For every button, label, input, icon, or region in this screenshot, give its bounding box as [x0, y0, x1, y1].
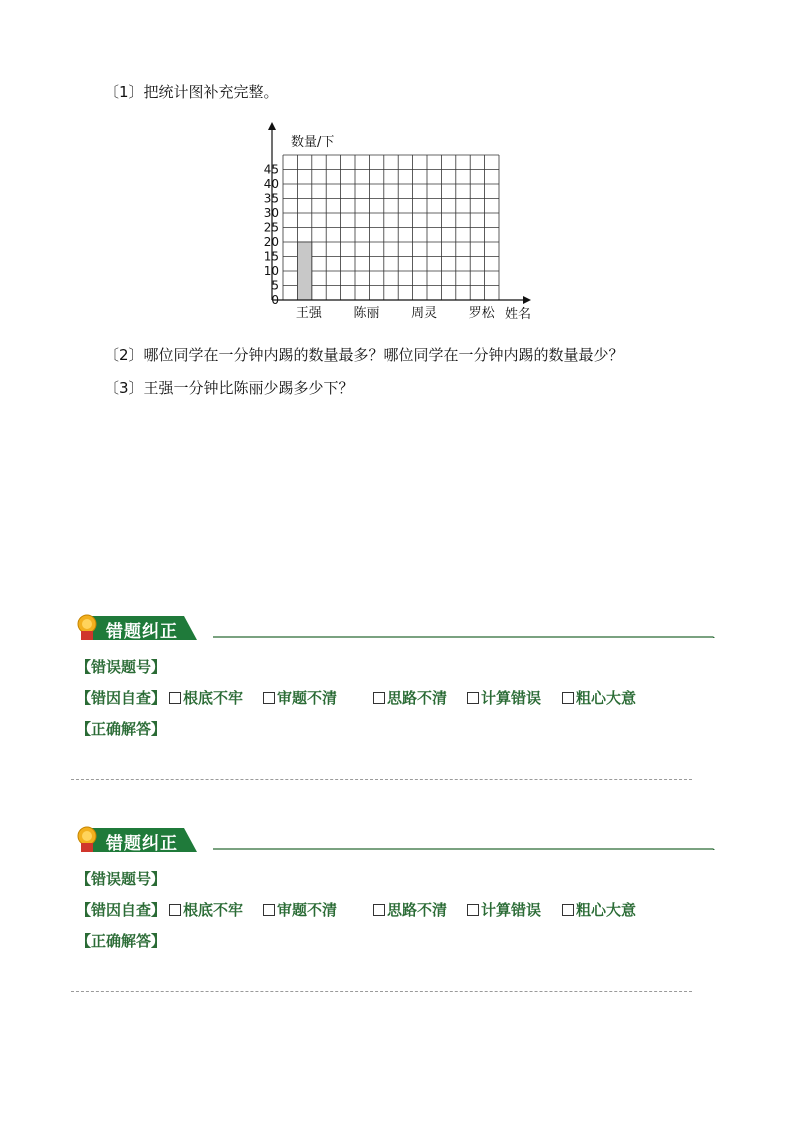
x-axis-label: 姓名 — [505, 307, 532, 322]
x-tick-labels — [296, 305, 496, 321]
question-2: 〔2〕哪位同学在一分钟内踢的数量最多？哪位同学在一分钟内踢的数量最少？ — [104, 346, 624, 364]
option-calculation[interactable]: 计算错误 — [467, 899, 541, 920]
option-carelessness[interactable]: 粗心大意 — [562, 687, 636, 708]
y-tick-label: 30 — [263, 206, 279, 220]
y-tick-label: 10 — [263, 264, 279, 278]
y-axis-label: 数量/下 — [291, 135, 335, 150]
bar-0 — [297, 242, 311, 300]
wrong-number-label: 【错误题号】 — [76, 870, 167, 888]
y-tick-label: 45 — [263, 162, 279, 177]
y-tick-label: 35 — [263, 191, 279, 206]
option-reading[interactable]: 审题不清 — [263, 687, 337, 708]
x-axis-arrow — [523, 296, 531, 304]
chart-bars — [297, 242, 311, 300]
option-basics[interactable]: 根底不牢 — [169, 899, 243, 920]
error-correction-section-2 — [0, 826, 794, 1026]
question-1: 〔1〕把统计图补充完整。 — [104, 83, 279, 101]
answer-label: 【正确解答】 — [76, 932, 167, 950]
y-tick-label: 5 — [271, 278, 279, 293]
option-calculation[interactable]: 计算错误 — [467, 687, 541, 708]
checkbox-icon[interactable] — [263, 904, 275, 916]
option-reading[interactable]: 审题不清 — [263, 899, 337, 920]
y-tick-label: 20 — [263, 235, 279, 249]
x-tick-label: 罗松 — [468, 306, 495, 321]
checkbox-icon[interactable] — [373, 904, 385, 916]
y-axis-arrow — [268, 122, 276, 130]
y-tick-label: 0 — [271, 293, 279, 307]
x-tick-label: 王强 — [295, 306, 322, 321]
cause-label: 【错因自查】 — [76, 901, 167, 919]
cause-row — [76, 899, 637, 920]
wrong-number-label: 【错误题号】 — [76, 658, 167, 676]
header-rule — [213, 826, 725, 850]
option-thinking[interactable]: 思路不清 — [373, 899, 447, 920]
checkbox-icon[interactable] — [562, 904, 574, 916]
banner-title: 错题纠正 — [106, 834, 178, 854]
x-tick-label: 周灵 — [411, 306, 438, 321]
cause-row — [76, 687, 637, 708]
error-correction-section-1 — [0, 614, 794, 814]
y-tick-labels — [264, 163, 279, 308]
dashed-divider — [71, 779, 692, 780]
checkbox-icon[interactable] — [169, 692, 181, 704]
banner-title: 错题纠正 — [106, 622, 178, 642]
x-tick-label: 陈丽 — [353, 306, 380, 321]
y-tick-label: 40 — [263, 177, 279, 191]
dashed-divider — [71, 991, 692, 992]
option-basics[interactable]: 根底不牢 — [169, 687, 243, 708]
bar-chart — [255, 118, 555, 328]
y-tick-label: 25 — [263, 220, 279, 235]
question-3: 〔3〕王强一分钟比陈丽少踢多少下？ — [104, 379, 354, 397]
checkbox-icon[interactable] — [467, 904, 479, 916]
checkbox-icon[interactable] — [562, 692, 574, 704]
checkbox-icon[interactable] — [169, 904, 181, 916]
option-carelessness[interactable]: 粗心大意 — [562, 899, 636, 920]
chart-grid — [283, 155, 499, 300]
answer-label: 【正确解答】 — [76, 720, 167, 738]
cause-label: 【错因自查】 — [76, 689, 167, 707]
checkbox-icon[interactable] — [263, 692, 275, 704]
checkbox-icon[interactable] — [467, 692, 479, 704]
y-tick-label: 15 — [263, 249, 279, 264]
checkbox-icon[interactable] — [373, 692, 385, 704]
option-thinking[interactable]: 思路不清 — [373, 687, 447, 708]
header-rule — [213, 614, 725, 638]
